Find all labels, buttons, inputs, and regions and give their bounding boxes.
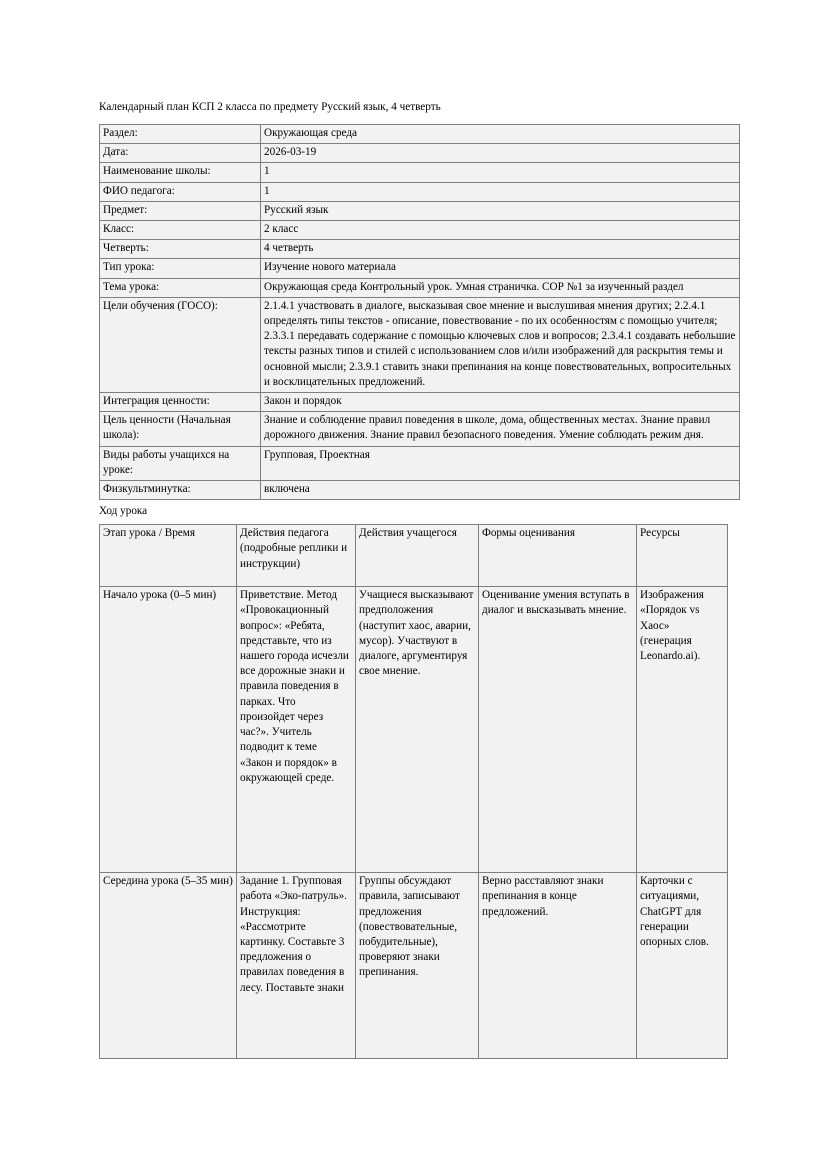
- meta-label: Наименование школы:: [100, 163, 261, 182]
- cell-teacher-actions: Задание 1. Групповая работа «Эко-патруль». Инструкция: «Рассмотрите картинку. Составьте 3 предложения о правилах поведения в лесу. Поставьте знаки: [237, 873, 356, 1059]
- cell-stage: Середина урока (5–35 мин): [100, 873, 237, 1059]
- meta-value: Окружающая среда Контрольный урок. Умная страничка. СОР №1 за изученный раздел: [261, 278, 740, 297]
- meta-label: ФИО педагога:: [100, 182, 261, 201]
- meta-value: Групповая, Проектная: [261, 446, 740, 480]
- table-row: [100, 259, 740, 278]
- meta-value: 1: [261, 163, 740, 182]
- meta-value: 1: [261, 182, 740, 201]
- column-header-student-actions: Действия учащегося: [356, 525, 479, 587]
- table-row: [100, 297, 740, 392]
- lesson-flow-rows: [100, 525, 728, 1059]
- table-row: [100, 182, 740, 201]
- table-row: [100, 446, 740, 480]
- column-header-teacher-actions: Действия педагога (подробные реплики и инструкции): [237, 525, 356, 587]
- meta-label: Виды работы учащихся на уроке:: [100, 446, 261, 480]
- cell-assessment: Верно расставляют знаки препинания в конце предложений.: [479, 873, 637, 1059]
- cell-assessment: Оценивание умения вступать в диалог и высказывать мнение.: [479, 587, 637, 873]
- table-row: [100, 278, 740, 297]
- cell-teacher-actions: Приветствие. Метод «Провокационный вопрос»: «Ребята, представьте, что из нашего города исчезли все дорожные знаки и правила поведения в парках. Что произойдет через час?». Учитель подводит к теме «Закон и порядок» в окружающей среде.: [237, 587, 356, 873]
- cell-student-actions: Учащиеся высказывают предположения (наступит хаос, аварии, мусор). Участвуют в диалоге, аргументируя свое мнение.: [356, 587, 479, 873]
- meta-label: Цели обучения (ГОСО):: [100, 297, 261, 392]
- meta-value: Изучение нового материала: [261, 259, 740, 278]
- column-header-stage: Этап урока / Время: [100, 525, 237, 587]
- meta-label: Физкультминутка:: [100, 481, 261, 500]
- table-row: [100, 873, 728, 1059]
- lesson-metadata-table: [99, 124, 740, 500]
- meta-label: Тема урока:: [100, 278, 261, 297]
- table-row: [100, 125, 740, 144]
- meta-value: 2 класс: [261, 221, 740, 240]
- table-row: [100, 240, 740, 259]
- table-row: [100, 393, 740, 412]
- meta-value: 4 четверть: [261, 240, 740, 259]
- meta-label: Дата:: [100, 144, 261, 163]
- table-row: [100, 201, 740, 220]
- metadata-rows: [100, 125, 740, 500]
- table-header-row: [100, 525, 728, 587]
- meta-label: Тип урока:: [100, 259, 261, 278]
- meta-value: включена: [261, 481, 740, 500]
- lesson-flow-heading: Ход урока: [99, 505, 148, 518]
- meta-label: Класс:: [100, 221, 261, 240]
- cell-stage: Начало урока (0–5 мин): [100, 587, 237, 873]
- column-header-resources: Ресурсы: [637, 525, 728, 587]
- cell-student-actions: Группы обсуждают правила, записывают предложения (повествовательные, побудительные), проверяют знаки препинания.: [356, 873, 479, 1059]
- lesson-flow-table: [99, 524, 728, 1059]
- table-row: [100, 481, 740, 500]
- document-page: [99, 100, 736, 1059]
- meta-label: Раздел:: [100, 125, 261, 144]
- meta-value: Знание и соблюдение правил поведения в школе, дома, общественных местах. Знание правил дорожного движения. Знание правил безопасного поведения. Умение соблюдать режим дня.: [261, 412, 740, 446]
- table-row: [100, 163, 740, 182]
- meta-value: 2.1.4.1 участвовать в диалоге, высказывая свое мнение и выслушивая мнения других; 2.2.4.1 определять типы текстов - описание, повествование - по их особенностям с помощью учителя; 2.3.3.1 передавать содержание с помощью ключевых слов и вопросов; 2.3.4.1 создавать небольшие тексты разных типов и стилей с использованием слов и/или изображений для раскрытия темы и основной мысли; 2.3.9.1 ставить знаки препинания на конце повествовательных, вопросительных и восклицательных предложений.: [261, 297, 740, 392]
- meta-value: Закон и порядок: [261, 393, 740, 412]
- table-row: [100, 587, 728, 873]
- meta-label: Предмет:: [100, 201, 261, 220]
- column-header-assessment: Формы оценивания: [479, 525, 637, 587]
- meta-label: Интеграция ценности:: [100, 393, 261, 412]
- cell-resources: Карточки с ситуациями, ChatGPT для генерации опорных слов.: [637, 873, 728, 1059]
- table-row: [100, 221, 740, 240]
- cell-resources: Изображения «Порядок vs Хаос» (генерация Leonardo.ai).: [637, 587, 728, 873]
- meta-value: Окружающая среда: [261, 125, 740, 144]
- meta-value: Русский язык: [261, 201, 740, 220]
- table-row: [100, 412, 740, 446]
- meta-label: Четверть:: [100, 240, 261, 259]
- meta-value: 2026-03-19: [261, 144, 740, 163]
- table-row: [100, 144, 740, 163]
- page-title: Календарный план КСП 2 класса по предмету Русский язык, 4 четверть: [99, 101, 441, 113]
- meta-label: Цель ценности (Начальная школа):: [100, 412, 261, 446]
